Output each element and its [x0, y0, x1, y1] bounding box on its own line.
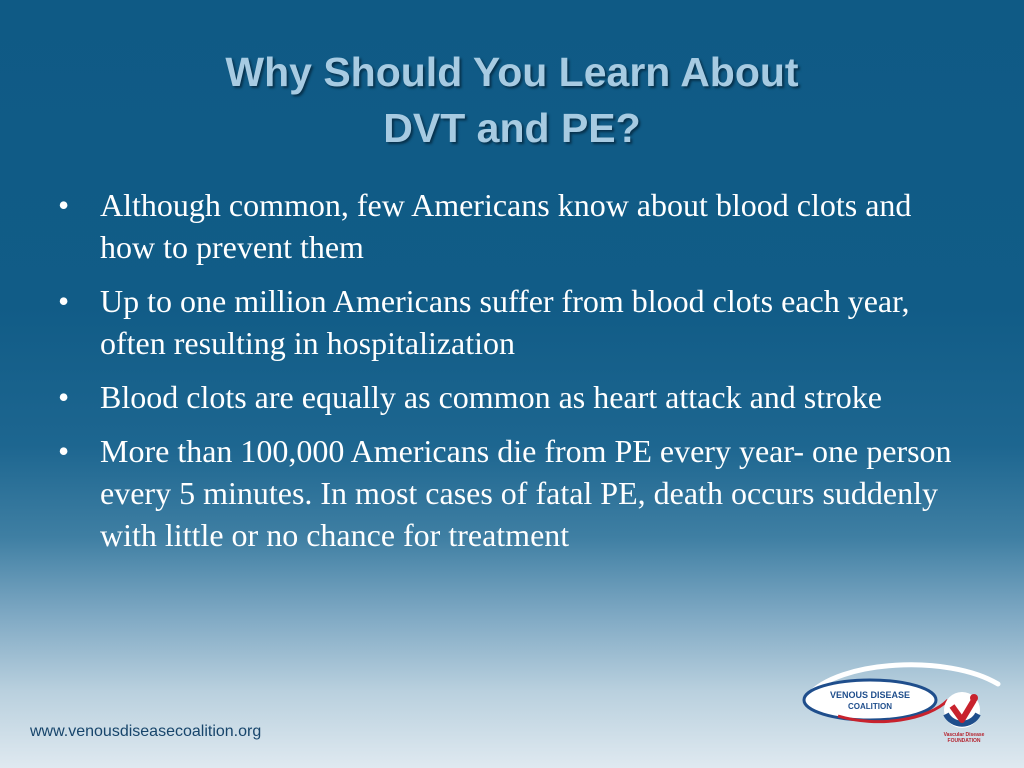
- foundation-logo-text-line-1: Vascular Disease: [943, 732, 985, 738]
- bullet-item: [58, 184, 958, 268]
- slide-title-line-1: Why Should You Learn About: [225, 49, 799, 95]
- bullet-dot: •: [58, 283, 70, 319]
- logo-text-line-1: VENOUS DISEASE: [829, 690, 911, 700]
- logo-text-line-2: COALITION: [848, 702, 892, 711]
- bullet-text: Although common, few Americans know about blood clots and how to prevent them: [100, 187, 912, 265]
- bullet-text: Blood clots are equally as common as heart attack and stroke: [100, 379, 882, 415]
- bullet-dot: •: [58, 433, 70, 469]
- bullet-text: Up to one million Americans suffer from blood clots each year, often resulting in hospitalization: [100, 283, 910, 361]
- logo-ellipse: [804, 680, 936, 720]
- foundation-logo-dot: [970, 694, 978, 702]
- bullet-dot: •: [58, 187, 70, 223]
- bullet-text: More than 100,000 Americans die from PE every year- one person every 5 minutes. In most cases of fatal PE, death occurs suddenly with little or no chance for treatment: [100, 433, 952, 553]
- vascular-disease-foundation-logo: [934, 688, 994, 764]
- bullet-list: [58, 184, 958, 568]
- slide-title-line-2: DVT and PE?: [383, 105, 641, 151]
- slide-title: [0, 44, 1024, 156]
- bullet-item: [58, 430, 958, 556]
- foundation-logo-text: [934, 732, 994, 744]
- bullet-item: [58, 376, 958, 418]
- foundation-logo-text-line-2: FOUNDATION: [947, 738, 981, 744]
- bullet-dot: •: [58, 379, 70, 415]
- footer-url: www.venousdiseasecoalition.org: [30, 723, 262, 740]
- bullet-item: [58, 280, 958, 364]
